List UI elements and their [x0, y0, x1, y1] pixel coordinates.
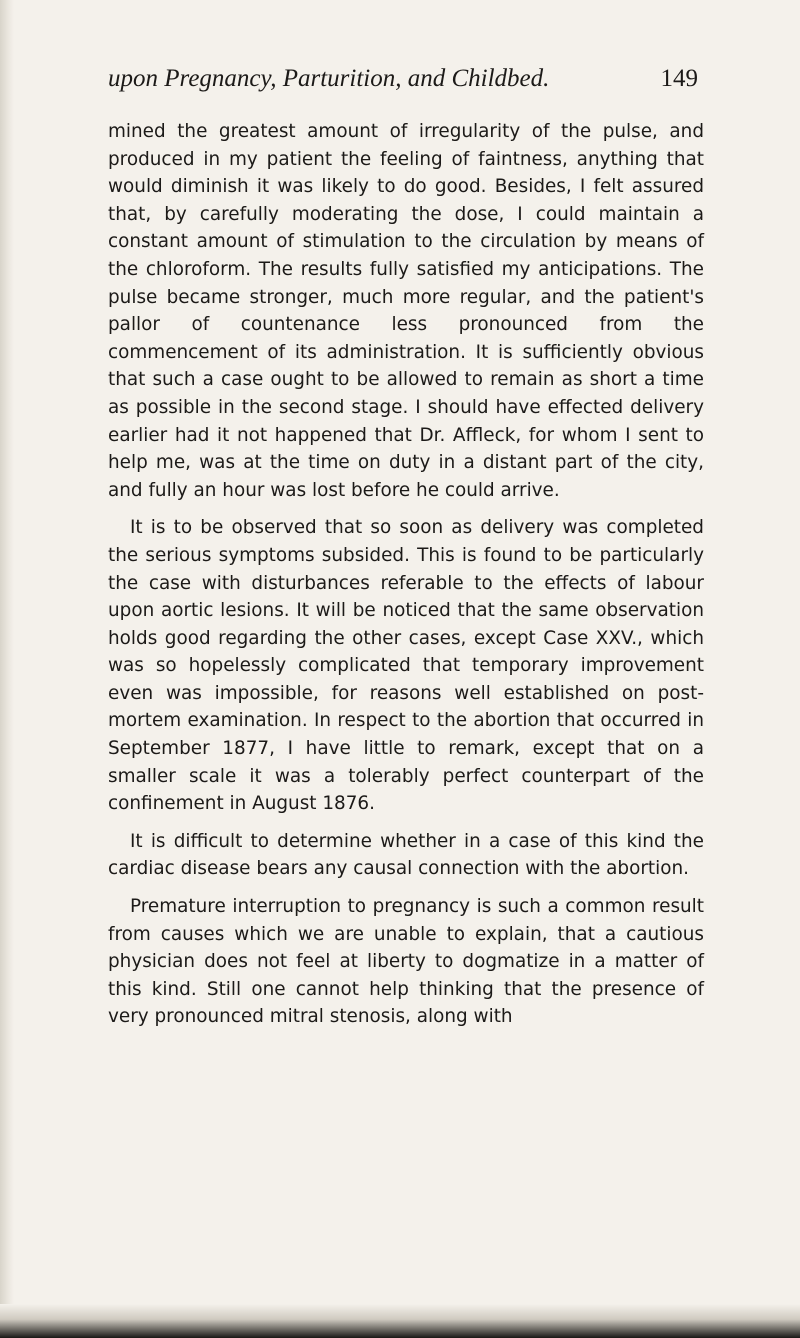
running-title: upon Pregnancy, Parturition, and Childbed. — [108, 65, 550, 92]
paragraph-2: It is to be observed that so soon as delivery was completed the serious symptoms subsided. This is found to be particularly the case with disturbances referable to the effects of labour upon aortic lesions. It will be noticed that the same observation holds good regarding the other cases, except Case XXV., which was so hopelessly complicated that temporary improvement even was impossible, for reasons well established on post-mortem examination. In respect to the abortion that occurred in September 1877, I have little to remark, except that on a smaller scale it was a tolerably perfect counterpart of the confinement in August 1876. — [108, 517, 704, 815]
page-gutter-shadow — [0, 0, 14, 1338]
body-text — [108, 118, 704, 1031]
paragraph-4: Premature interruption to pregnancy is such a common result from causes which we are unable to explain, that a cautious physician does not feel at liberty to dogmatize in a matter of this kind. Still one cannot help thinking that the presence of very pronounced mitral stenosis, along with — [108, 896, 704, 1028]
page-bottom-shadow — [0, 1304, 800, 1338]
paragraph-1: mined the greatest amount of irregularity of the pulse, and produced in my patient the feeling of faintness, anything that would diminish it was likely to do good. Besides, I felt assured that, by carefully moderating the dose, I could maintain a constant amount of stimulation to the circulation by means of the chloroform. The results fully satisfied my anticipations. The pulse became stronger, much more regular, and the patient's pallor of countenance less pronounced from the commencement of its administration. It is sufficiently obvious that such a case ought to be allowed to remain as short a time as possible in the second stage. I should have effected delivery earlier had it not happened that Dr. Affleck, for whom I sent to help me, was at the time on duty in a distant part of the city, and fully an hour was lost before he could arrive. — [108, 121, 704, 501]
page-number: 149 — [660, 65, 698, 92]
running-head — [108, 65, 698, 93]
paragraph-3: It is difficult to determine whether in a case of this kind the cardiac disease bears any causal connection with the abortion. — [108, 830, 704, 880]
